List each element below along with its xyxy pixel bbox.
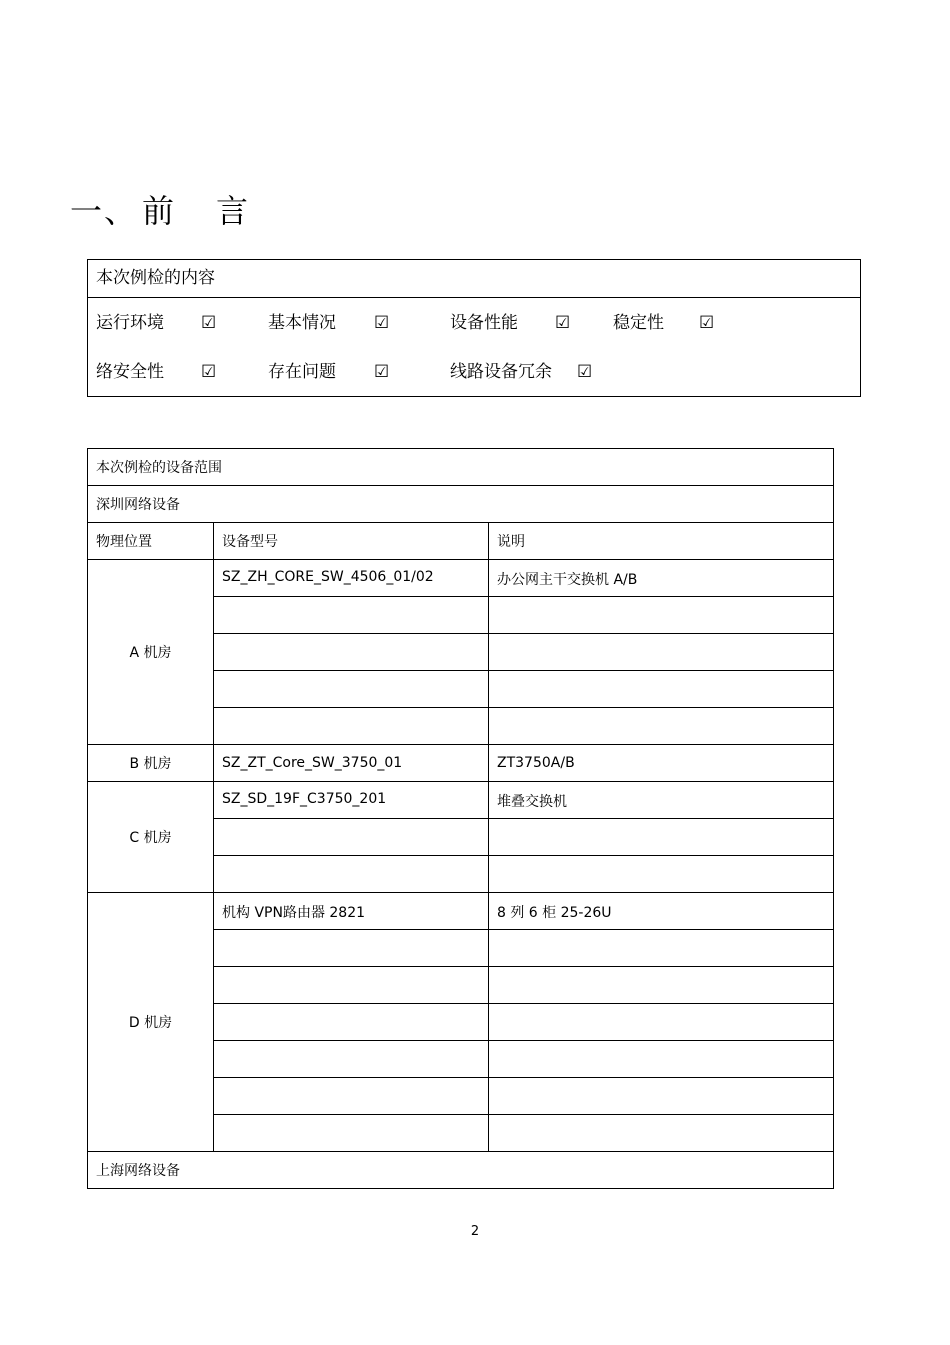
device-description-cell [489, 967, 834, 1004]
item-line-redundancy: 线路设备冗余 [450, 362, 552, 382]
item-device-performance: 设备性能 [450, 313, 518, 333]
device-description-cell: 办公网主干交换机 A/B [489, 560, 834, 597]
device-description-cell [489, 671, 834, 708]
section-shenzhen: 深圳网络设备 [88, 486, 834, 523]
table-row [88, 745, 834, 782]
device-description-cell [489, 1115, 834, 1152]
device-model-cell [214, 1115, 489, 1152]
device-description-cell [489, 1041, 834, 1078]
inspection-content-box [87, 259, 861, 397]
checkbox-checked-icon: ☑ [374, 362, 390, 382]
device-description-cell: 8 列 6 柜 25-26U [489, 893, 834, 930]
device-description-cell [489, 597, 834, 634]
checkbox-checked-icon: ☑ [201, 362, 217, 382]
device-description-cell: 堆叠交换机 [489, 782, 834, 819]
device-model-cell: 机构 VPN路由器 2821 [214, 893, 489, 930]
heading-word-2: 言 [216, 192, 251, 230]
device-description-cell [489, 708, 834, 745]
device-model-cell [214, 856, 489, 893]
inspection-content-title: 本次例检的内容 [88, 260, 860, 298]
device-scope-table [87, 448, 834, 1189]
device-model-cell [214, 671, 489, 708]
room-name: B 机房 [88, 745, 214, 782]
item-basic-info: 基本情况 [268, 313, 336, 333]
device-description-cell [489, 1078, 834, 1115]
header-model: 设备型号 [214, 523, 489, 560]
item-run-environment: 运行环境 [96, 313, 164, 333]
header-description: 说明 [489, 523, 834, 560]
checkbox-checked-icon: ☑ [374, 313, 390, 333]
checkbox-checked-icon: ☑ [201, 313, 217, 333]
section-heading [70, 186, 250, 232]
page-number: 2 [470, 1224, 480, 1239]
table-row [88, 449, 834, 486]
device-model-cell: SZ_SD_19F_C3750_201 [214, 782, 489, 819]
device-model-cell [214, 1078, 489, 1115]
device-description-cell [489, 634, 834, 671]
checkbox-checked-icon: ☑ [699, 313, 715, 333]
header-location: 物理位置 [88, 523, 214, 560]
device-model-cell: SZ_ZT_Core_SW_3750_01 [214, 745, 489, 782]
heading-word-1: 前 [142, 192, 177, 230]
device-description-cell [489, 1004, 834, 1041]
device-model-cell [214, 1004, 489, 1041]
item-network-security: 络安全性 [96, 362, 164, 382]
room-name: D 机房 [88, 893, 214, 1152]
table-header-row [88, 523, 834, 560]
room-name: A 机房 [88, 560, 214, 745]
item-stability: 稳定性 [613, 313, 664, 333]
device-model-cell: SZ_ZH_CORE_SW_4506_01/02 [214, 560, 489, 597]
device-model-cell [214, 930, 489, 967]
device-description-cell: ZT3750A/B [489, 745, 834, 782]
heading-number: 一、 [70, 192, 139, 230]
device-model-cell [214, 708, 489, 745]
table-row [88, 1152, 834, 1189]
device-description-cell [489, 930, 834, 967]
device-description-cell [489, 819, 834, 856]
device-model-cell [214, 819, 489, 856]
item-existing-issues: 存在问题 [268, 362, 336, 382]
device-model-cell [214, 634, 489, 671]
device-description-cell [489, 856, 834, 893]
table-row [88, 893, 834, 930]
table-row [88, 486, 834, 523]
table-row [88, 782, 834, 819]
device-model-cell [214, 597, 489, 634]
table-row [88, 560, 834, 597]
device-scope-title: 本次例检的设备范围 [88, 449, 834, 486]
device-model-cell [214, 1041, 489, 1078]
checkbox-checked-icon: ☑ [555, 313, 571, 333]
section-shanghai: 上海网络设备 [88, 1152, 834, 1189]
checkbox-checked-icon: ☑ [577, 362, 593, 382]
device-model-cell [214, 967, 489, 1004]
room-name: C 机房 [88, 782, 214, 893]
